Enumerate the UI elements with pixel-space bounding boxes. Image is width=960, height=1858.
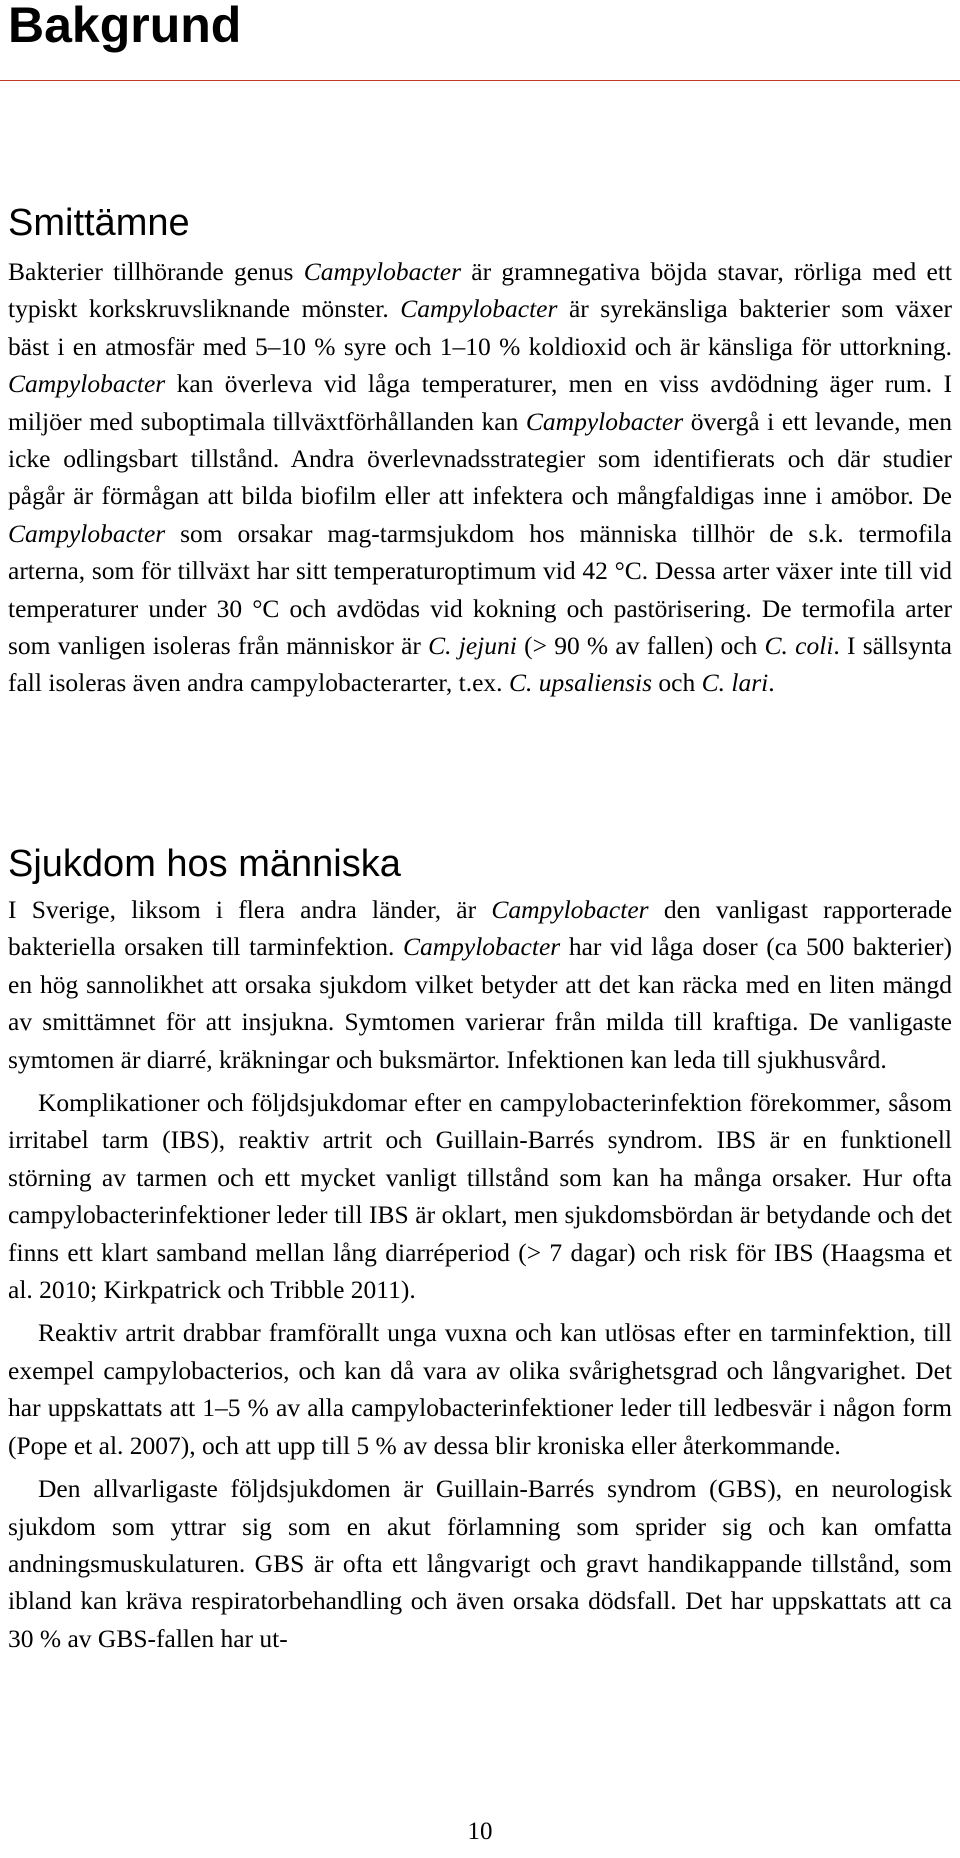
italic-term: Campylobacter [402,932,561,962]
italic-term: C. jejuni [428,631,517,661]
text-run: som orsakar mag-tarmsjukdom hos människa tillhör de s.k. termofila arterna, som för tillväxt har sitt temperaturoptimum vid 42 °C. Dessa arter växer inte till vid temperaturer under 30 °C och avdödas vid kokning och pastörisering. De termofila arter som vanligen isoleras från människor är [8,518,952,661]
text-run: . [768,668,775,698]
paragraph [8,1470,952,1657]
text-run: Den allvarligaste följdsjukdomen är Guillain-Barrés syndrom (GBS), en neurologisk sjukdom som yttrar sig som en akut förlamning som sprider sig och kan omfatta andningsmuskulaturen. GBS är ofta ett långvarigt och gravt handikappande tillstånd, som ibland kan kräva respiratorbehandling och även orsaka dödsfall. Det har uppskattats att ca 30 % av GBS-fallen har ut- [8,1474,952,1653]
paragraph [8,253,952,702]
italic-term: C. upsaliensis [508,668,653,698]
italic-term: Campylobacter [8,518,166,548]
paragraph [8,1314,952,1464]
italic-term: Campylobacter [400,294,558,324]
italic-term: Campylobacter [525,406,684,436]
section-heading-smittamne: Smittämne [8,202,190,244]
italic-term: Campylobacter [8,369,166,399]
text-run: Reaktiv artrit drabbar framförallt unga vuxna och kan utlösas efter en tarminfektion, till exempel campylobacterios, och kan då vara av olika svårighetsgrad och långvarighet. Det har uppskattats att 1–5 % av alla campylobacterinfektioner leder till ledbesvär i någon form (Pope et al. 2007), och att upp till 5 % av dessa blir kroniska eller återkommande. [8,1318,952,1460]
text-run: kan överleva vid låga temperaturer, men en viss avdödning äger rum. I miljöer med suboptimala tillväxtförhållanden kan [8,369,952,436]
chapter-title: Bakgrund [8,0,242,53]
section-body-sjukdom [8,891,952,1657]
italic-term: Campylobacter [491,895,649,924]
text-run: har vid låga doser (ca 500 bakterier) en hög sannolikhet att orsaka sjukdom vilket betyder att det kan räcka med en liten mängd av smittämnet för att insjukna. Symtomen varierar från milda till kraftiga. De vanligaste symtomen är diarré, kräkningar och buksmärtor. Infektionen kan leda till sjukhusvård. [8,932,952,1074]
italic-term: C. lari [701,668,769,698]
chapter-rule [0,80,960,81]
text-run: och [652,668,702,698]
text-run: I Sverige, liksom i flera andra länder, är [8,895,492,924]
text-run: Bakterier tillhörande genus [8,257,304,286]
text-run: är gramnegativa böjda stavar, rörliga med ett typiskt korkskruvsliknande mönster. [8,257,952,324]
text-run: . I sällsynta fall isoleras även andra campylobacterarter, t.ex. [8,631,952,698]
section-body-smittamne [8,253,952,702]
text-run: övergå i ett levande, men icke odlingsbart tillstånd. Andra överlevnadsstrategier som identifierats och där studier pågår är förmågan att bilda biofilm eller att infektera och mångfaldigas inne i amöbor. De [8,406,952,511]
text-run: är syrekänsliga bakterier som växer bäst i en atmosfär med 5–10 % syre och 1–10 % koldioxid och är känsliga för uttorkning. [8,294,952,361]
paragraph [8,891,952,1078]
italic-term: C. coli [764,631,834,661]
text-run: (> 90 % av fallen) och [516,631,765,661]
section-heading-sjukdom: Sjukdom hos människa [8,843,401,885]
page-number: 10 [467,1818,493,1845]
italic-term: Campylobacter [303,257,461,286]
paragraph [8,1084,952,1308]
text-run: Komplikationer och följdsjukdomar efter en campylobacterinfektion förekommer, såsom irritabel tarm (IBS), reaktiv artrit och Guillain-Barrés syndrom. IBS är en funktionell störning av tarmen och ett mycket vanligt tillstånd som kan ha många orsaker. Hur ofta campylobacterinfektioner leder till IBS är oklart, men sjukdomsbördan är betydande och det finns ett klart samband mellan lång diarréperiod (> 7 dagar) och risk för IBS (Haagsma et al. 2010; Kirkpatrick och Tribble 2011). [8,1088,952,1305]
text-run: den vanligast rapporterade bakteriella orsaken till tarminfektion. [8,895,953,962]
